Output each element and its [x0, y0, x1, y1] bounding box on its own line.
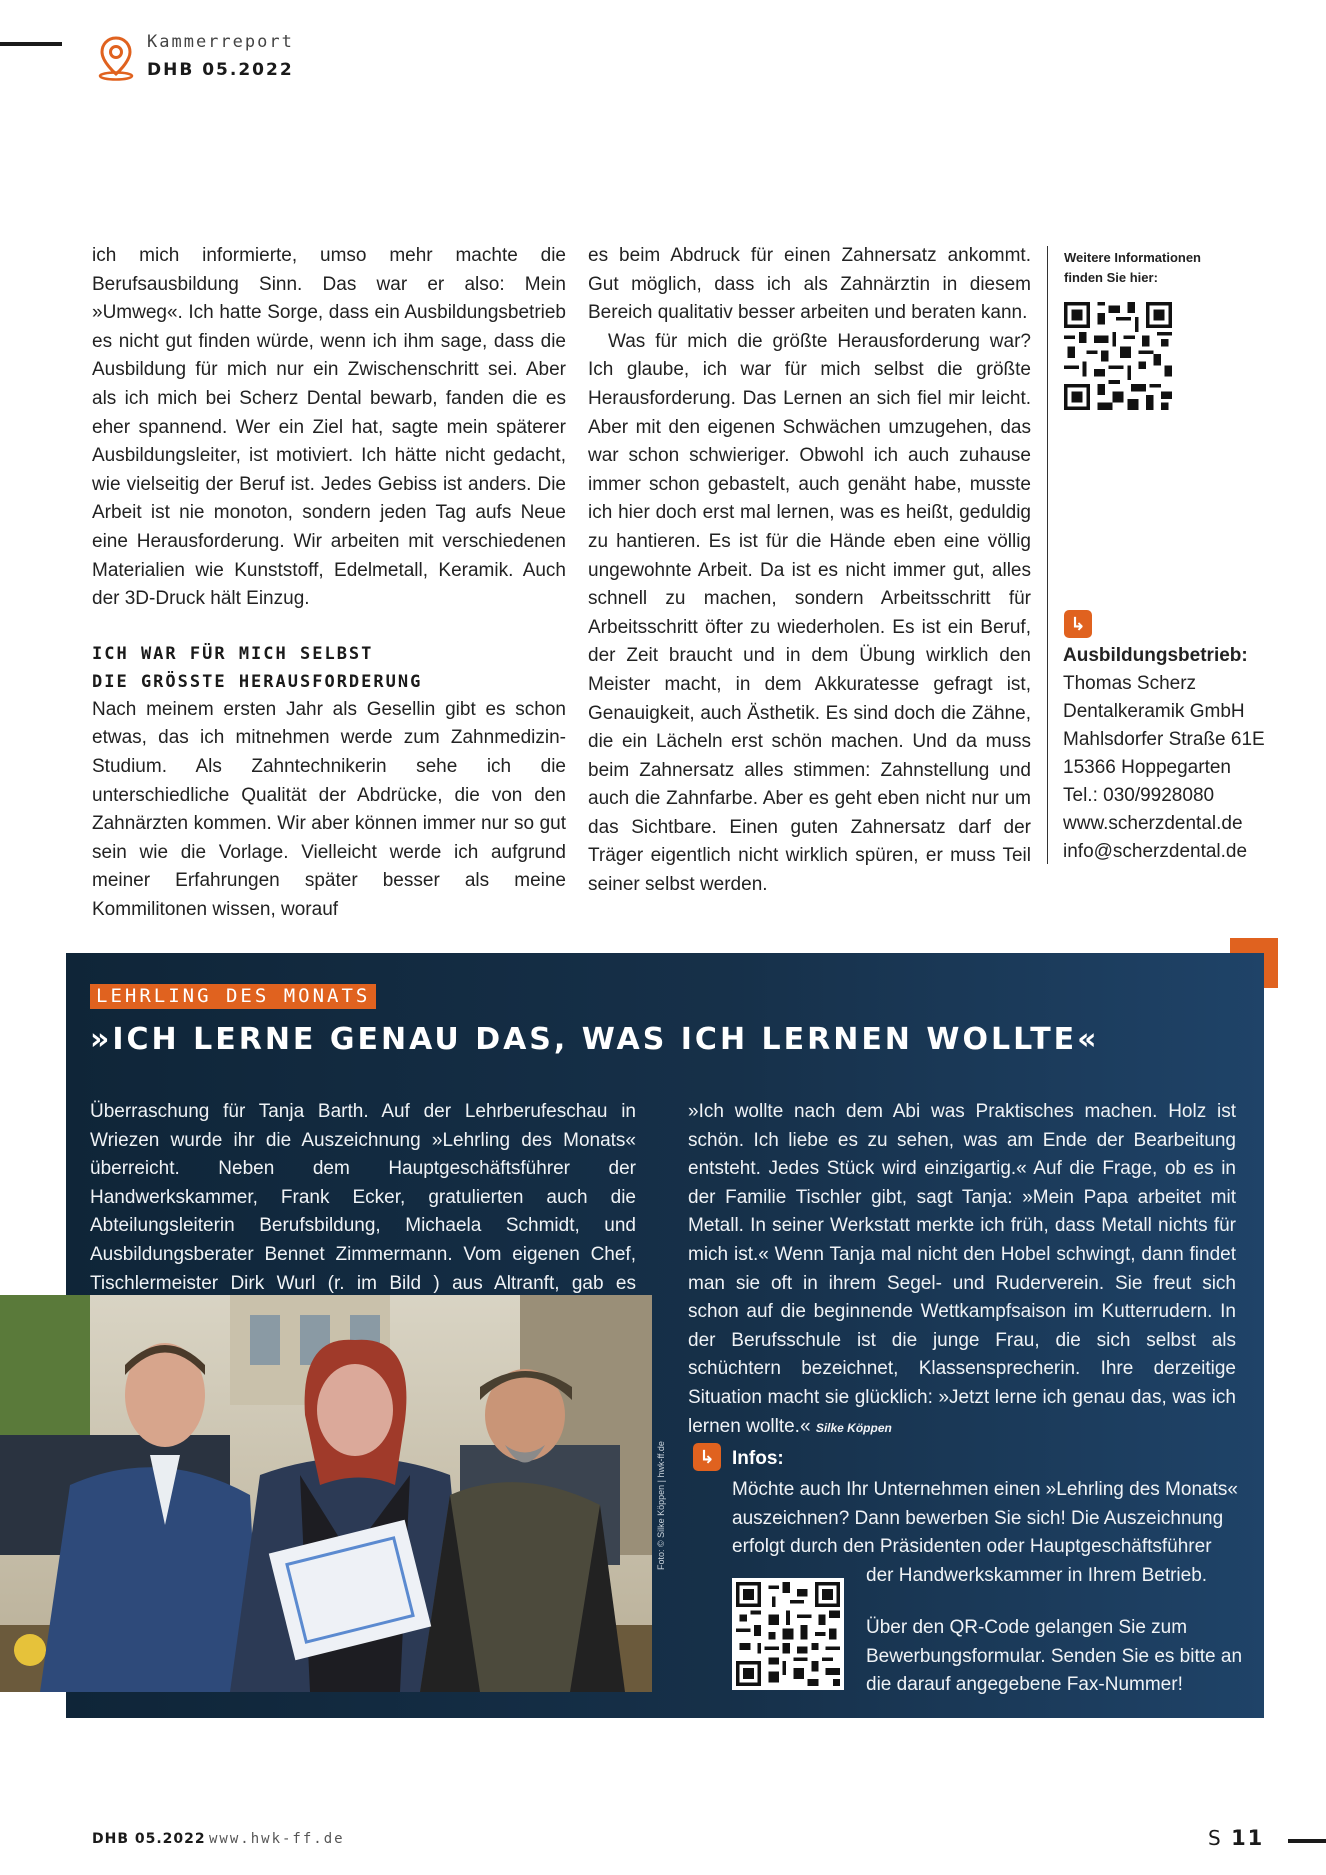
- footer-rule: [1288, 1839, 1326, 1843]
- issue-label: DHB 05.2022: [147, 60, 294, 80]
- byline: Silke Köppen: [815, 1420, 892, 1435]
- sidebar-info-note: Weitere Informationen finden Sie hier:: [1064, 250, 1202, 285]
- company-email-link[interactable]: info@scherzdental.de: [1063, 841, 1248, 862]
- company-line: 15366 Hoppegarten: [1063, 757, 1231, 778]
- article-paragraph: Was für mich die größte Herausforderung war? Ich glaube, ich war für mich selbst die größte Herausforderung. Das Lernen an sich fiel mir leicht. Aber mit den eigenen Schwächen umzugehen, das war schon schwieriger. Obwohl ich auch zuhause immer schon gebastelt, auch genäht habe, musste ich hier doch erst mal lernen, was es heißt, geduldig zu hantieren. Es ist für die Hände eben eine völlig ungewohnte Arbeit. Da ist es nicht immer gut, alles schnell zu machen, sondern Arbeitsschritt für Arbeitsschritt öfter zu wiederholen. Es ist ein Beruf, der Zeit braucht und in dem Übung wirklich den Meister macht, in dem Akkuratesse gefragt ist, Genauigkeit, auch Ästhetik. Es sind doch die Zähne, die ein Lächeln erst schön machen. Und da muss beim Zahnersatz alles stimmen: Zahnstellung und auch die Zahnfarbe. Aber es geht eben nicht nur um das Sichtbare. Einen guten Zahnersatz darf der Träger eigentlich nicht wirklich spüren, er muss Teil seiner selbst werden.: [588, 330, 1031, 896]
- arrow-icon: ↳: [693, 1443, 721, 1471]
- sidebar-divider: [1047, 246, 1048, 864]
- company-label: Ausbildungsbetrieb:: [1063, 645, 1248, 666]
- company-address: [1063, 642, 1283, 866]
- photo-credit: Foto: © Silke Köppen | hwk-ff.de: [656, 1441, 666, 1570]
- page-number: S 11: [1208, 1826, 1265, 1850]
- infos-text-continued: der Handwerkskammer in Ihrem Betrieb.: [866, 1565, 1208, 1586]
- company-line: Thomas Scherz: [1063, 673, 1197, 694]
- article-paragraph: ich mich informierte, umso mehr machte die Berufsausbildung Sinn. Das war er also: Mein »Umweg«. Ich hatte Sorge, dass ein Ausbildungsbetrieb es nicht gut finden würde, wenn ich ihm sage, dass die Ausbildung für mich nur ein Zwischenschritt sei. Aber als ich mich bei Scherz Dental bewarb, fanden die es eher spannend. Wer ein Ziel hat, sagte mein späterer Ausbildungsleiter, ist motiviert. Ich hätte nicht gedacht, wie vielseitig der Beruf ist. Jedes Gebiss ist anders. Die Arbeit ist nie monoton, sondern jeden Tag aufs Neue eine Herausforderung. Wir arbeiten mit verschiedenen Materialien wie Kunststoff, Edelmetall, Keramik. Auch der 3D-Druck hält Einzug.: [92, 245, 566, 610]
- company-line: Mahlsdorfer Straße 61E: [1063, 729, 1265, 750]
- company-line: Dentalkeramik GmbH: [1063, 701, 1245, 722]
- feature-intro: Überraschung für Tanja Barth. Auf der Lehrberufeschau in Wriezen wurde ihr die Auszeichnung »Lehrling des Monats« überreicht. Neben dem Hauptgeschäftsführer der Handwerkskammer, Frank Ecker, gratulierten auch die Abteilungsleiterin Berufsbildung, Michaela Schmidt, und Ausbildungsberater Bennet Zimmermann. Vom eigenen Chef, Tischlermeister Dirk Wurl (r. im Bild ) aus Altranft, gab es: [90, 1101, 636, 1294]
- footer-issue: DHB 05.2022: [92, 1831, 206, 1847]
- section-label: Kammerreport: [147, 32, 294, 52]
- company-website-link[interactable]: www.scherzdental.de: [1063, 813, 1243, 834]
- article-column-1: [92, 242, 566, 924]
- article-column-2: [588, 242, 1031, 900]
- infos-qr-instructions: Über den QR-Code gelangen Sie zum Bewerbungsformular. Senden Sie es bitte an die darauf angegebene Fax-Nummer!: [866, 1617, 1243, 1696]
- feature-body: »Ich wollte nach dem Abi was Praktisches machen. Holz ist schön. Ich liebe es zu sehen, was am Ende der Bearbeitung entsteht. Jedes Stück wird einzigartig.« Auf die Frage, ob es in der Familie Tischler gibt, sagt Tanja: »Mein Papa arbeitet mit Metall. In seiner Werkstatt merkte ich früh, dass Metall nichts für mich ist.« Wenn Tanja mal nicht den Hobel schwingt, dann findet man sie oft in ihrem Segel- und Ruderverein. Sie freut sich schon auf die beginnende Wettkampfsaison im Kutterrudern. In der Berufsschule ist die junge Frau, die sich selbst als schüchtern bezeichnet, Klassensprecherin. Ihre derzeitige Situation macht sie glücklich: »Jetzt lerne ich genau das, was ich lernen wollte.« Silke Köppen: [688, 1101, 1236, 1437]
- arrow-icon: ↳: [1064, 610, 1092, 638]
- feature-headline: »ICH LERNE GENAU DAS, WAS ICH LERNEN WOLLTE«: [90, 1022, 1100, 1057]
- article-paragraph: Nach meinem ersten Jahr als Gesellin gibt es schon etwas, das ich mitnehmen werde zum Zahnmedizin-Studium. Als Zahntechnikerin sehe ich die unterschiedliche Qualität der Abdrücke, die von den Zahnärzten kommen. Wir aber können immer nur so gut sein wie die Vorlage. Vielleicht werde ich aufgrund meiner Erfahrungen später besser als meine Kommilitonen wissen, worauf: [92, 698, 566, 920]
- article-paragraph: es beim Abdruck für einen Zahnersatz ankommt. Gut möglich, dass ich als Zahnärztin in diesem Bereich qualitativ besser arbeiten und beraten kann.: [588, 245, 1031, 324]
- infos-text: Möchte auch Ihr Unternehmen einen »Lehrling des Monats« auszeichnen? Dann bewerben Sie sich! Die Auszeichnung erfolgt durch den Präsidenten oder Hauptgeschäftsführer: [732, 1479, 1238, 1558]
- footer-url-link[interactable]: www.hwk-ff.de: [209, 1831, 345, 1847]
- company-phone: Tel.: 030/9928080: [1063, 785, 1215, 806]
- header-rule: [0, 42, 62, 46]
- feature-kicker: LEHRLING DES MONATS: [90, 984, 376, 1009]
- location-pin-icon: [96, 34, 136, 82]
- infos-title: Infos:: [732, 1448, 784, 1469]
- qr-code-icon[interactable]: [1064, 302, 1172, 410]
- award-photo: [0, 1295, 652, 1692]
- qr-code-icon[interactable]: [732, 1578, 844, 1690]
- article-subheading: ICH WAR FÜR MICH SELBST DIE GRÖSSTE HERAUSFORDERUNG: [92, 643, 423, 692]
